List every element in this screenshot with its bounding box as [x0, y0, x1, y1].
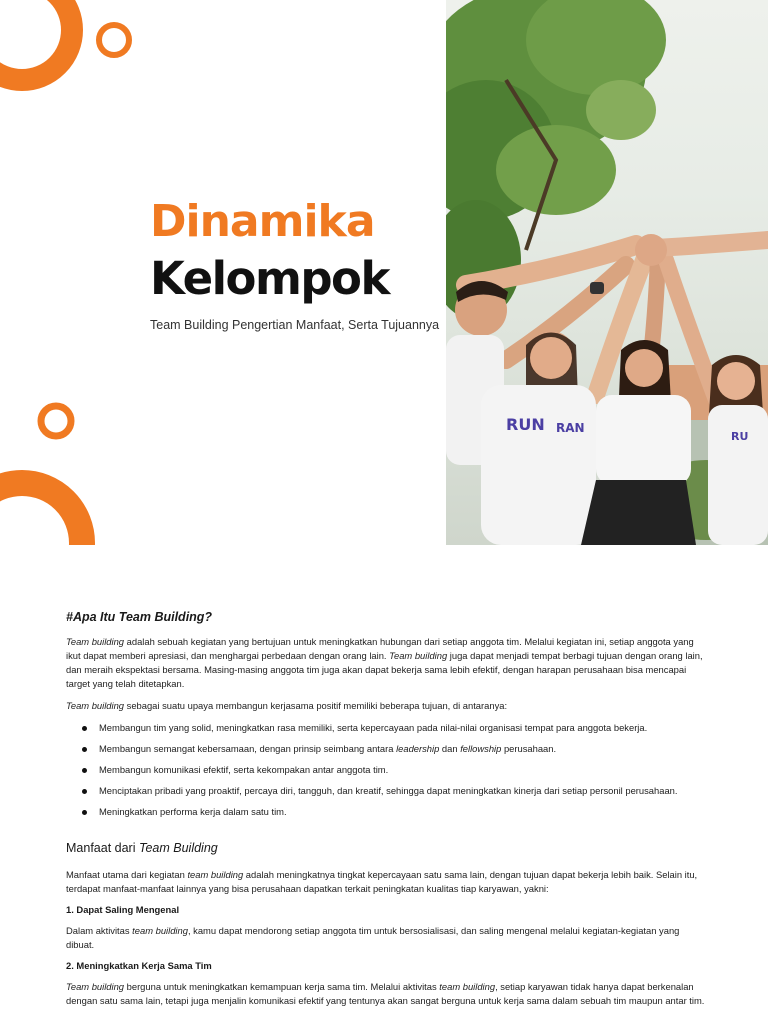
list-item — [66, 721, 706, 735]
list-item — [66, 805, 706, 819]
title-kelompok: Kelompok — [150, 252, 389, 305]
shirt-print-run: RUN — [506, 415, 545, 434]
heading-apa-itu-team-building: #Apa Itu Team Building? — [66, 610, 213, 624]
hero-subtitle: Team Building Pengertian Manfaat, Serta Tujuannya — [150, 318, 440, 332]
paragraph-text: berguna untuk meningkatkan kemampuan kerja sama tim. Melalui aktivitas — [124, 981, 440, 992]
paragraph-text: adalah meningkatnya tingkat kepercayaan satu sama lain, dengan tujuan dapat bekerja lebih baik. Selain itu, terdapat manfaat-manfaat lainnya yang bisa perusahaan dapatkan terkait peningkatan kualitas tiap karyawan, yakni: — [66, 869, 698, 894]
paragraph-kerja-sama-tim — [66, 980, 706, 1008]
paragraph-text: juga dapat menjadi tempat berbagi tujuan dengan orang lain, dan meraih ekspektasi bersama. Masing-masing anggota tim juga akan dapat bekerja sama lebih efektif, dengan harapan perusahaan bisa mencapai target yang telah ditetapkan. — [66, 650, 703, 689]
subheading-saling-mengenal: 1. Dapat Saling Mengenal — [66, 904, 180, 915]
bullet-icon — [82, 789, 87, 794]
bullet-icon — [82, 726, 87, 731]
heading-manfaat — [66, 841, 706, 855]
term-team-building: Team building — [66, 636, 125, 647]
list-item-text: Membangun semangat kebersamaan, dengan prinsip seimbang antara — [99, 743, 397, 754]
bullet-icon — [82, 747, 87, 752]
orange-ring-top-small — [92, 18, 136, 62]
article-content — [66, 610, 706, 1016]
paragraph-text: adalah sebuah kegiatan yang bertujuan untuk meningkatkan hubungan dari setiap anggota tim. Melalui kegiatan ini, setiap anggota yang ikut dapat memberi apresiasi, dan menghargai perbedaan dengan orang lain. — [66, 636, 694, 661]
paragraph-text: Manfaat utama dari kegiatan — [66, 869, 188, 880]
paragraph-text: , kamu dapat mendorong setiap anggota tim untuk bersosialisasi, dan saling mengenal melalui kegiatan-kegiatan yang dibuat. — [66, 925, 680, 950]
heading-term: Team Building — [138, 841, 218, 855]
term-team-building: team building — [439, 981, 496, 992]
paragraph-manfaat-intro — [66, 868, 706, 896]
paragraph-text: , setiap karyawan tidak hanya dapat berkenalan dengan satu sama lain, tetapi juga menjalin komunikasi efektif yang tentunya akan sangat berguna untuk kerja sama dalam sebuah tim maupun antar tim. — [66, 981, 705, 1006]
list-item — [66, 742, 706, 756]
term-team-building: Team building — [389, 650, 448, 661]
list-item-text: perusahaan. — [501, 743, 557, 754]
list-item — [66, 763, 706, 777]
team-photo — [446, 0, 768, 545]
list-item-text: dan — [439, 743, 461, 754]
list-item-text: Membangun komunikasi efektif, serta kekompakan antar anggota tim. — [99, 764, 389, 775]
paragraph-saling-mengenal — [66, 924, 706, 952]
paragraph-definition — [66, 635, 706, 691]
svg-text:RU: RU — [731, 430, 749, 443]
paragraph-text: Dalam aktivitas — [66, 925, 133, 936]
orange-ring-bottom-large — [0, 438, 100, 545]
paragraph-goals-intro — [66, 699, 706, 713]
term-team-building: Team building — [66, 700, 125, 711]
list-item-text: Menciptakan pribadi yang proaktif, percaya diri, tangguh, dan kreatif, sehingga dapat meningkatkan kinerja dari setiap personil perusahaan. — [99, 785, 678, 796]
term-fellowship: fellowship — [460, 743, 502, 754]
list-item-text: Meningkatkan performa kerja dalam satu tim. — [99, 806, 287, 817]
shirt-print-ran: RAN — [556, 421, 585, 435]
orange-ring-top-large — [0, 0, 90, 112]
title-dinamika: Dinamika — [150, 196, 375, 247]
list-item — [66, 784, 706, 798]
subheading-kerja-sama-tim: 2. Meningkatkan Kerja Sama Tim — [66, 960, 212, 971]
term-team-building: Team building — [66, 981, 125, 992]
goals-list — [66, 721, 706, 819]
bullet-icon — [82, 810, 87, 815]
term-leadership: leadership — [396, 743, 440, 754]
bullet-icon — [82, 768, 87, 773]
team-photo-illustration — [446, 0, 768, 545]
paragraph-text: sebagai suatu upaya membangun kerjasama positif memiliki beberapa tujuan, di antaranya: — [124, 700, 508, 711]
list-item-text: Membangun tim yang solid, meningkatkan rasa memiliki, serta kepercayaan pada nilai-nilai organisasi tempat para anggota bekerja. — [99, 722, 648, 733]
term-team-building: team building — [187, 869, 244, 880]
heading-text: Manfaat dari — [66, 841, 139, 855]
term-team-building: team building — [132, 925, 188, 936]
